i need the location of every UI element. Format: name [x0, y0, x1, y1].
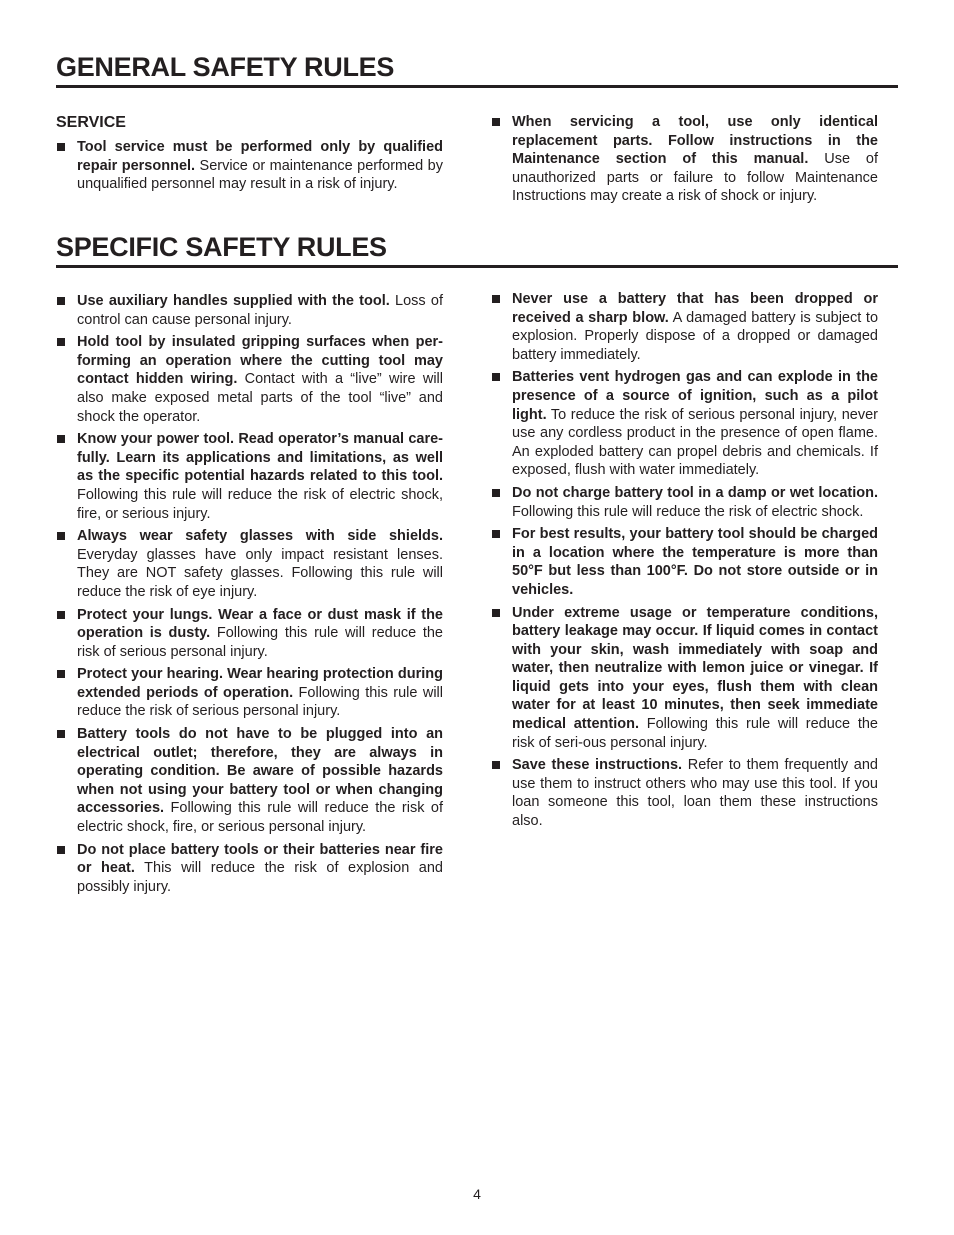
rule-bold-text: Under extreme usage or temperature conditions, battery leakage may occur. If liquid comes in contact with your skin, wash immediately with soap and water, then neutralize with lemon juice or vinegar. If liquid gets into your eyes, flush them with clean water for at least 10 minutes, then seek immediate medical attention.	[512, 604, 878, 733]
square-bullet-icon	[57, 846, 65, 854]
rule-item	[56, 430, 443, 523]
rule-item	[56, 292, 443, 329]
square-bullet-icon	[492, 373, 500, 381]
rule-bold-text: Protect your hearing. Wear hearing protection during extended periods of operation.	[77, 666, 443, 701]
rule-bold-text: Do not charge battery tool in a damp or wet location.	[512, 484, 878, 501]
service-subheading: SERVICE	[56, 114, 126, 131]
rule-bold-text: Batteries vent hydrogen gas and can explode in the presence of a source of ignition, such as a pilot light.	[512, 369, 878, 423]
rule-bold-text: Protect your lungs. Wear a face or dust mask if the operation is dusty.	[77, 606, 443, 642]
general-right-column	[491, 113, 878, 210]
rule-body-text: Contact with a “live” wire will also make exposed metal parts of the tool “live” and shock the operator.	[77, 371, 443, 425]
square-bullet-icon	[57, 297, 65, 305]
rule-item	[491, 604, 878, 753]
square-bullet-icon	[492, 530, 500, 538]
rule-body-text: Everyday glasses have only impact resistant lenses. They are NOT safety glasses. Following this rule will reduce the risk of eye injury.	[77, 546, 443, 600]
rule-body-text: Following this rule will reduce the risk of electric shock.	[512, 503, 864, 520]
rule-body-text: Following this rule will reduce the risk of serious personal injury.	[77, 625, 443, 660]
rule-bold-text: Do not place battery tools or their batteries near fire or heat.	[77, 841, 443, 877]
general-left-rule-list	[56, 138, 443, 194]
square-bullet-icon	[492, 609, 500, 617]
rule-bold-text: Tool service must be performed only by qualified repair personnel.	[77, 139, 443, 174]
specific-left-rule-list	[56, 292, 443, 896]
rule-item	[56, 725, 443, 837]
specific-left-column	[56, 292, 443, 900]
rule-item	[491, 290, 878, 364]
rule-item	[56, 138, 443, 194]
rule-bold-text: Use auxiliary handles supplied with the tool.	[77, 293, 390, 309]
rule-body-text: Following this rule will reduce the risk of seri-ous personal injury.	[512, 716, 878, 751]
general-right-rule-list	[491, 113, 878, 206]
rule-bold-text: When servicing a tool, use only identical replacement parts. Follow instructions in the Maintenance section of this manual.	[512, 114, 878, 168]
rule-body-text: To reduce the risk of serious personal injury, never use any cordless product in the presence of open flame. An exploded battery can propel debris and chemicals. If exposed, flush with water immediately.	[512, 406, 878, 479]
square-bullet-icon	[492, 761, 500, 769]
rule-body-text: This will reduce the risk of explosion and possibly injury.	[77, 860, 443, 895]
rule-bold-text: For best results, your battery tool should be charged in a location where the temperature is more than 50°F but less than 100°F. Do not store outside or in vehicles.	[512, 526, 878, 598]
rule-bold-text: Hold tool by insulated gripping surfaces when per-forming an operation where the cutting tool may contact hidden wiring.	[77, 334, 443, 388]
rule-item	[491, 368, 878, 480]
rule-bold-text: Know your power tool. Read operator’s manual care-fully. Learn its applications and limitations, as well as the specific potential hazards related to this tool.	[77, 431, 443, 485]
rule-item	[56, 606, 443, 662]
rule-item	[491, 756, 878, 830]
rule-item	[56, 841, 443, 897]
rule-item	[491, 484, 878, 521]
specific-right-rule-list	[491, 290, 878, 831]
rule-bold-text: Always wear safety glasses with side shields.	[77, 528, 443, 545]
rule-item	[56, 665, 443, 721]
square-bullet-icon	[57, 532, 65, 540]
page-number: 4	[473, 1186, 481, 1202]
rule-body-text: Following this rule will reduce the risk of serious personal injury.	[77, 684, 444, 720]
square-bullet-icon	[492, 118, 500, 126]
rule-body-text: Service or maintenance performed by unqualified personnel may result in a risk of injury.	[77, 157, 443, 193]
rule-body-text: Following this rule will reduce the risk of electric shock, fire, or serious injury.	[77, 486, 443, 522]
rule-body-text: Following this rule will reduce the risk of electric shock, fire, or serious personal injury.	[77, 800, 443, 836]
rule-bold-text: Never use a battery that has been dropped or received a sharp blow.	[512, 291, 878, 326]
general-safety-rules-heading: GENERAL SAFETY RULES	[56, 52, 898, 88]
general-left-column	[56, 113, 443, 198]
rule-body-text: Refer to them frequently and use them to instruct others who may use this tool. If you loan someone this tool, loan them these instructions also.	[512, 757, 878, 830]
rule-item	[56, 333, 443, 426]
rule-body-text: A damaged battery is subject to explosion. Properly dispose of a dropped or damaged battery immediately.	[512, 309, 879, 363]
square-bullet-icon	[57, 338, 65, 346]
rule-bold-text: Save these instructions.	[512, 757, 683, 774]
square-bullet-icon	[57, 435, 65, 443]
square-bullet-icon	[492, 489, 500, 497]
specific-safety-rules-heading: SPECIFIC SAFETY RULES	[56, 232, 898, 268]
rule-body-text: Loss of control can cause personal injury.	[77, 293, 443, 328]
square-bullet-icon	[57, 611, 65, 619]
specific-right-column	[491, 290, 878, 835]
rule-item	[491, 525, 878, 599]
square-bullet-icon	[492, 295, 500, 303]
square-bullet-icon	[57, 730, 65, 738]
rule-item	[56, 527, 443, 601]
rule-body-text: Use of unauthorized parts or failure to follow Maintenance Instructions may create a risk of shock or injury.	[512, 151, 879, 205]
rule-bold-text: Battery tools do not have to be plugged into an electrical outlet; therefore, they are always in operating condition. Be aware of possible hazards when not using your battery tool or when changing accessories.	[77, 726, 443, 817]
square-bullet-icon	[57, 670, 65, 678]
square-bullet-icon	[57, 143, 65, 151]
rule-item	[491, 113, 878, 206]
